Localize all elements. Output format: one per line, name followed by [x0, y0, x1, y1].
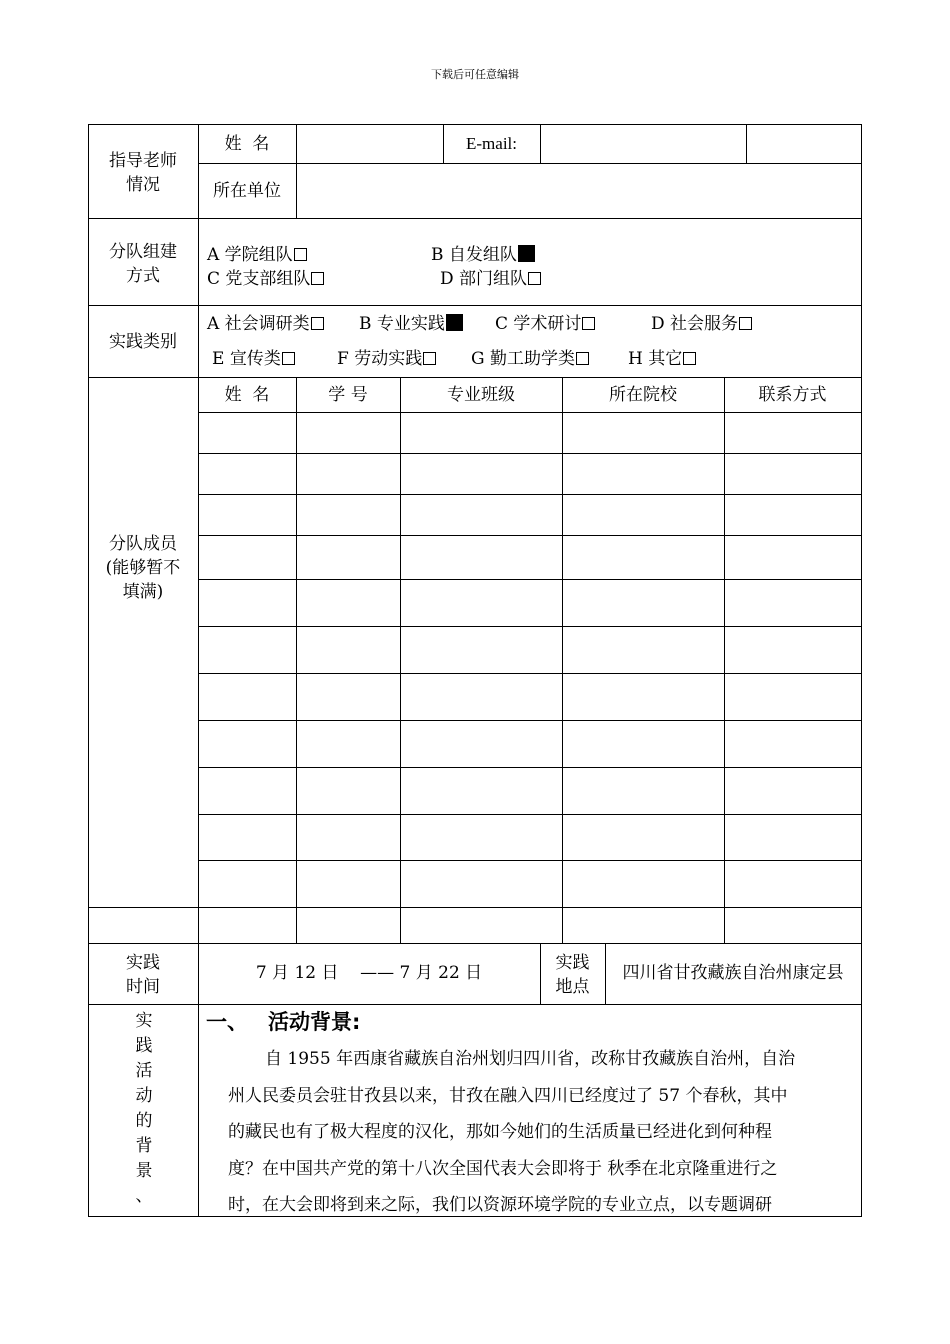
team-formation-label: 分队组建 方式 [109, 242, 177, 286]
section-number: 一、 [206, 1010, 248, 1034]
formation-option-d[interactable] [440, 264, 541, 289]
advisor-extra-field[interactable] [747, 125, 861, 163]
type-option-e[interactable] [212, 344, 295, 369]
time-value[interactable]: 7 月 12 日 —— 7 月 22 日 [255, 963, 483, 983]
advisor-name-label: 姓 名 [224, 134, 270, 154]
header-note: 下载后可任意编辑 [431, 68, 519, 81]
col-header-student-id: 学 号 [328, 385, 368, 405]
checkbox-checked[interactable] [446, 314, 463, 331]
type-option-b-label: B 专业实践 [359, 314, 445, 334]
type-option-d-label: D 社会服务 [651, 314, 739, 334]
col-header-major-class: 专业班级 [447, 385, 515, 405]
background-paragraph [228, 1041, 854, 1224]
col-header-contact: 联系方式 [758, 385, 827, 405]
type-option-a[interactable] [207, 309, 324, 334]
checkbox-unchecked[interactable] [576, 352, 589, 365]
section-title: 活动背景: [268, 1010, 361, 1034]
formation-option-b[interactable] [431, 240, 535, 265]
checkbox-unchecked[interactable] [423, 352, 436, 365]
formation-option-a[interactable] [207, 240, 307, 265]
checkbox-unchecked[interactable] [294, 248, 307, 261]
formation-option-c[interactable] [207, 264, 324, 289]
paragraph-line: 的藏民也有了极大程度的汉化，那如今她们的生活质量已经进化到何种程 [228, 1122, 772, 1142]
type-option-g-label: G 勤工助学类 [471, 349, 575, 369]
advisor-name-field[interactable] [297, 125, 443, 163]
col-header-name: 姓 名 [224, 385, 270, 405]
place-label: 实践 地点 [555, 953, 590, 997]
type-option-f[interactable] [337, 344, 436, 369]
type-option-c-label: C 学术研讨 [495, 314, 582, 334]
type-option-a-label: A 社会调研类 [207, 314, 310, 334]
practice-type-label: 实践类别 [109, 332, 177, 352]
formation-option-b-label: B 自发组队 [431, 245, 517, 265]
checkbox-unchecked[interactable] [311, 317, 324, 330]
advisor-email-label: E-mail: [466, 134, 517, 153]
place-value[interactable]: 四川省甘孜藏族自治州康定县 [622, 963, 844, 983]
advisor-unit-label: 所在单位 [213, 181, 281, 201]
checkbox-unchecked[interactable] [528, 272, 541, 285]
type-option-h[interactable] [628, 344, 696, 369]
checkbox-unchecked[interactable] [739, 317, 752, 330]
paragraph-line: 度？在中国共产党的第十八次全国代表大会即将于 秋季在北京隆重进行之 [228, 1158, 778, 1179]
col-header-school: 所在院校 [609, 385, 677, 405]
checkbox-unchecked[interactable] [282, 352, 295, 365]
checkbox-checked[interactable] [518, 245, 535, 262]
formation-option-c-label: C 党支部组队 [207, 269, 311, 289]
time-label: 实践 时间 [126, 953, 160, 997]
background-side-label: 实 践 活 动 的 背 景 、 [135, 1011, 153, 1206]
type-option-e-label: E 宣传类 [212, 349, 281, 369]
type-option-h-label: H 其它 [628, 349, 683, 369]
checkbox-unchecked[interactable] [582, 317, 595, 330]
advisor-section-label: 指导老师 情况 [109, 151, 177, 195]
type-option-g[interactable] [471, 344, 589, 369]
paragraph-line: 时，在大会即将到来之际，我们以资源环境学院的专业立点，以专题调研 [228, 1195, 772, 1215]
paragraph-line: 自 1955 年西康省藏族自治州划归四川省，改称甘孜藏族自治州，自治 [265, 1049, 796, 1069]
paragraph-line: 州人民委员会驻甘孜县以来，甘孜在融入四川已经度过了 57 个春秋，其中 [228, 1085, 788, 1106]
advisor-unit-field[interactable] [297, 164, 861, 218]
advisor-email-field[interactable] [541, 125, 746, 163]
type-option-f-label: F 劳动实践 [337, 349, 423, 369]
type-option-c[interactable] [495, 309, 595, 334]
checkbox-unchecked[interactable] [683, 352, 696, 365]
formation-option-a-label: A 学院组队 [207, 245, 293, 265]
section-heading [206, 1006, 360, 1036]
type-option-b[interactable] [359, 309, 463, 334]
formation-option-d-label: D 部门组队 [440, 269, 528, 289]
checkbox-unchecked[interactable] [311, 272, 324, 285]
members-label: 分队成员 (能够暂不 填满) [105, 534, 181, 602]
type-option-d[interactable] [651, 309, 752, 334]
